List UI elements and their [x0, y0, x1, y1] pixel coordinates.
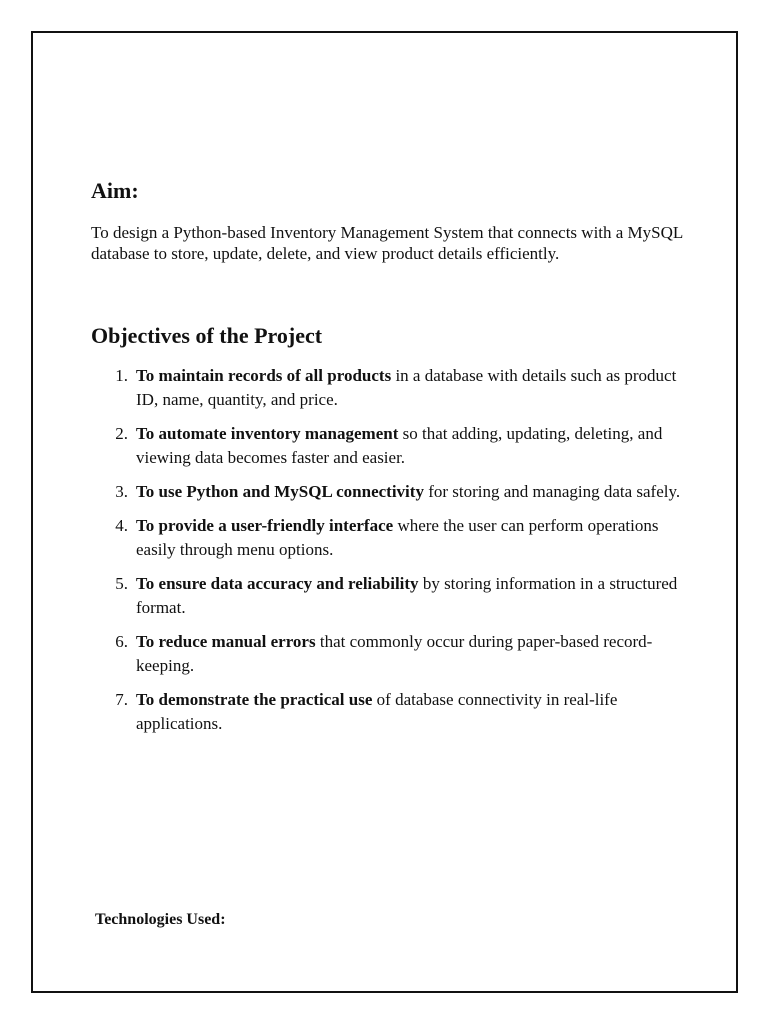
aim-heading: Aim: [91, 178, 139, 203]
objective-bold-text: To ensure data accuracy and reliability [136, 574, 419, 593]
objective-item [91, 480, 691, 504]
objective-number: 1. [115, 366, 128, 385]
objective-item [91, 688, 691, 736]
objective-number: 2. [115, 424, 128, 443]
objective-item [91, 630, 691, 678]
objective-rest-text: by storing information in a structured format. [136, 574, 678, 617]
objective-rest-text: so that adding, updating, deleting, and viewing data becomes faster and easier. [136, 424, 663, 467]
objective-bold-text: To reduce manual errors [136, 632, 316, 651]
objective-text [136, 480, 691, 504]
objective-bold-text: To demonstrate the practical use [136, 690, 373, 709]
objective-bold-text: To maintain records of all products [136, 366, 392, 385]
objective-bold-text: To automate inventory management [136, 424, 399, 443]
objective-text [136, 688, 691, 736]
objective-text [136, 514, 691, 562]
objective-number: 3. [115, 482, 128, 501]
objective-text [136, 630, 691, 678]
objective-rest-text: of database connectivity in real-life applications. [136, 690, 618, 733]
objective-text [136, 364, 691, 412]
objective-number: 6. [115, 632, 128, 651]
objective-item [91, 572, 691, 620]
technologies-heading: Technologies Used: [95, 911, 226, 928]
objective-number: 7. [115, 690, 128, 709]
objective-text [136, 572, 691, 620]
objective-bold-text: To provide a user-friendly interface [136, 516, 394, 535]
objectives-list [91, 364, 691, 746]
objectives-heading: Objectives of the Project [91, 323, 323, 348]
objective-text [136, 422, 691, 470]
objective-item [91, 514, 691, 562]
objective-rest-text: for storing and managing data safely. [423, 482, 681, 501]
aim-text: To design a Python-based Inventory Management System that connects with a MySQL database to store, update, delete, and view product details efficiently. [91, 223, 683, 263]
objective-bold-text: To use Python and MySQL connectivity [136, 482, 424, 501]
objective-rest-text: that commonly occur during paper-based record-keeping. [136, 632, 653, 675]
objective-item [91, 422, 691, 470]
objective-number: 4. [115, 516, 128, 535]
objective-number: 5. [115, 574, 128, 593]
objective-rest-text: in a database with details such as product ID, name, quantity, and price. [136, 366, 677, 409]
objective-item [91, 364, 691, 412]
objective-rest-text: where the user can perform operations easily through menu options. [136, 516, 659, 559]
